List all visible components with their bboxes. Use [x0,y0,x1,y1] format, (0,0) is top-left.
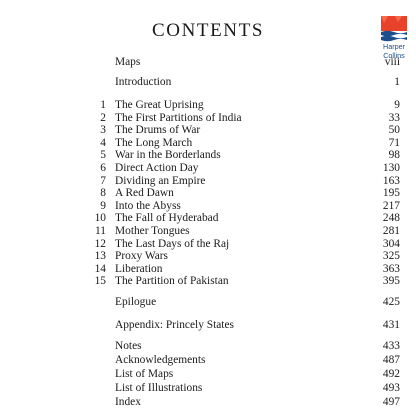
chapter-page: 71 [388,136,400,149]
chapter-title: The Partition of Pakistan [115,275,229,288]
chapter-number: 11 [95,225,106,237]
toc-entry [0,55,416,69]
entry-title: Notes [115,340,142,352]
toc-entry [0,295,416,309]
chapter-number: 5 [100,149,106,162]
chapter-page: 363 [382,262,400,275]
chapter-number: 12 [94,237,106,250]
chapter-number: 9 [100,199,106,212]
chapter-number: 7 [100,174,106,187]
chapter-page: 395 [382,275,400,288]
chapter-title: A Red Dawn [115,187,174,200]
chapter-page: 217 [382,199,400,212]
chapter-number: 10 [94,212,106,225]
chapter-title: Mother Tongues [115,225,190,237]
entry-page: 433 [382,340,400,352]
chapter-title: Proxy Wars [115,250,168,263]
chapter-entry [0,274,416,288]
chapter-number: 2 [100,111,106,124]
chapter-page: 98 [388,149,400,162]
entry-page: 493 [382,382,400,394]
chapter-title: Into the Abyss [115,199,181,212]
chapter-title: The Long March [115,136,193,149]
page-title: CONTENTS [151,20,265,41]
entry-title: List of Maps [115,368,174,380]
entry-page: 492 [382,368,400,380]
chapter-title: The Last Days of the Raj [115,237,230,250]
chapter-page: 33 [388,111,400,124]
chapter-number: 1 [100,99,106,111]
chapter-page: 325 [382,250,400,263]
chapter-number: 15 [94,275,106,288]
toc-entry [0,381,416,395]
entry-page: 425 [382,296,400,308]
publisher-name: Harper Collins [383,42,405,60]
chapter-title: The Drums of War [115,124,201,137]
chapter-title: The First Partitions of India [115,111,242,124]
chapter-number: 4 [100,136,106,149]
chapter-page: 50 [388,124,400,137]
entry-title: List of Illustrations [115,382,203,394]
chapter-title: Direct Action Day [115,162,199,174]
entry-title: Index [115,396,141,408]
chapter-title: The Fall of Hyderabad [115,212,219,225]
entry-page: 497 [382,396,400,408]
chapter-page: 281 [382,225,400,237]
chapter-title: The Great Uprising [115,99,204,111]
chapter-title: Liberation [115,262,163,275]
chapter-title: War in the Borderlands [115,149,221,162]
toc-entry [0,339,416,353]
entry-title: Introduction [115,76,172,88]
chapter-page: 163 [382,174,400,187]
entry-page: 487 [382,354,400,366]
chapter-number: 13 [94,250,106,263]
chapter-page: 195 [382,187,400,200]
toc-entry [0,353,416,367]
entry-title: Maps [115,56,141,68]
entry-page: 431 [382,319,400,331]
chapter-page: 304 [382,237,400,250]
fire-and-water-icon [375,14,413,42]
entry-title: Appendix: Princely States [115,319,234,331]
chapter-number: 8 [100,187,106,200]
chapter-number: 6 [100,162,106,174]
chapter-page: 9 [394,99,400,111]
toc-entry [0,395,416,409]
chapter-page: 248 [382,212,400,225]
entry-page: viii [384,56,400,68]
chapter-page: 130 [382,162,400,174]
entry-page: 1 [394,76,400,88]
toc-entry [0,75,416,89]
toc-entry [0,367,416,381]
entry-title: Epilogue [115,296,157,308]
toc-entry [0,318,416,332]
chapter-title: Dividing an Empire [115,174,206,187]
chapter-number: 14 [94,262,106,275]
entry-title: Acknowledgements [115,354,206,366]
chapter-number: 3 [100,124,106,137]
